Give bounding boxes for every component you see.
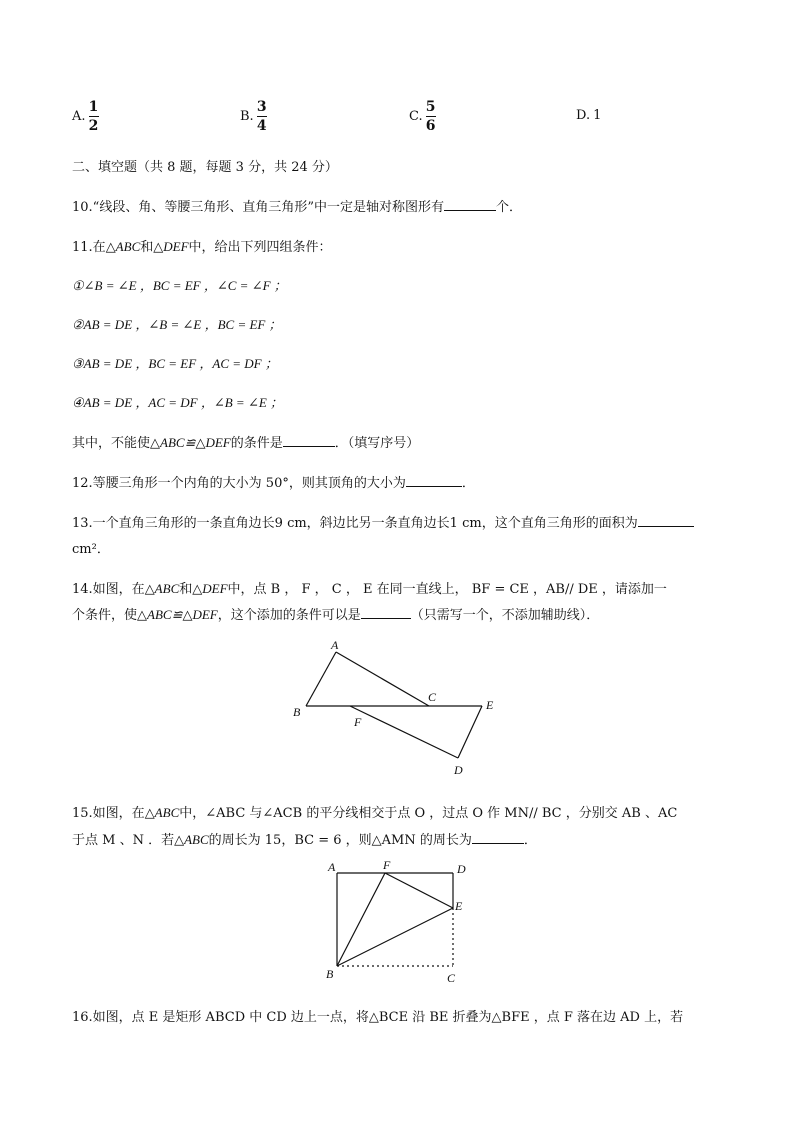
point-label: B — [293, 705, 301, 719]
point-label: F — [383, 858, 391, 872]
option-d: D. 1 — [576, 108, 602, 123]
fraction: $\frac{5}{6}$ — [425, 99, 436, 134]
question-11-ask: 其中，不能使△ABC≌△DEF的条件是 ．（填写序号） — [72, 435, 420, 451]
question-16: 16.如图，点 E 是矩形 ABCD 中 CD 边上一点，将△BCE 沿 BE 折叠为△BFE ，点 F 落在边 AD 上，若 — [72, 1010, 684, 1025]
point-label: E — [455, 899, 463, 913]
fraction: $\frac{1}{2}$ — [88, 99, 99, 134]
answer-blank — [472, 831, 524, 844]
section-heading: 二、填空题（共 8 题，每题 3 分，共 24 分） — [72, 160, 338, 175]
point-label: A — [331, 638, 339, 652]
question-13: 13.一个直角三角形的一条直角边长9 cm，斜边比另一条直角边长1 cm，这个直角三角形的面积为 — [72, 512, 694, 531]
point-label: C — [447, 971, 456, 985]
point-label: D — [457, 862, 466, 876]
point-label: C — [428, 690, 437, 704]
question-15: 15.如图，在△ABC中，∠ABC 与∠ACB 的平分线相交于点 O ，过点 O 作 MN// BC ，分别交 AB 、AC — [72, 805, 678, 821]
point-label: D — [454, 763, 463, 777]
question-14-line2: 个条件，使△ABC≌△DEF，这个添加的条件可以是 （只需写一个，不添加辅助线）． — [72, 607, 600, 623]
condition-3: ③AB = DE ，BC = EF ，AC = DF ； — [72, 356, 278, 371]
answer-blank — [406, 474, 462, 487]
rectangle-fold-figure — [318, 856, 478, 988]
question-12: 12.等腰三角形一个内角的大小为 50°，则其顶角的大小为 ． — [72, 476, 475, 491]
option-b: B. $\frac{3}{4}$ — [240, 99, 267, 134]
question-10: 10.“线段、角、等腰三角形、直角三角形”中一定是轴对称图形有 个． — [72, 200, 522, 215]
answer-blank — [638, 514, 694, 527]
triangle-figure-14 — [286, 634, 516, 780]
point-label: B — [326, 967, 334, 981]
point-label: E — [486, 698, 494, 712]
answer-blank — [283, 434, 335, 447]
question-11: 11.在△ABC和△DEF中，给出下列四组条件： — [72, 239, 332, 255]
condition-4: ④AB = DE ，AC = DF ，∠B = ∠E ； — [72, 395, 284, 410]
fraction: $\frac{3}{4}$ — [256, 99, 267, 134]
condition-2: ②AB = DE ，∠B = ∠E ，BC = EF ； — [72, 317, 282, 332]
question-14: 14.如图，在△ABC和△DEF中，点 B ， F ， C ， E 在同一直线上， BF = CE ，AB// DE ，请添加一 — [72, 581, 667, 597]
option-c: C. $\frac{5}{6}$ — [409, 99, 436, 134]
option-a: A. $\frac{1}{2}$ — [72, 99, 99, 134]
question-15-line2: 于点 M 、N ．若△ABC的周长为 15，BC = 6 ，则△AMN 的周长为 ． — [72, 832, 537, 848]
question-13-unit: cm²． — [72, 542, 110, 557]
condition-1: ①∠B = ∠E ，BC = EF ，∠C = ∠F ； — [72, 278, 287, 293]
answer-blank — [361, 606, 411, 619]
answer-blank — [444, 198, 496, 211]
point-label: F — [354, 715, 362, 729]
point-label: A — [328, 860, 336, 874]
